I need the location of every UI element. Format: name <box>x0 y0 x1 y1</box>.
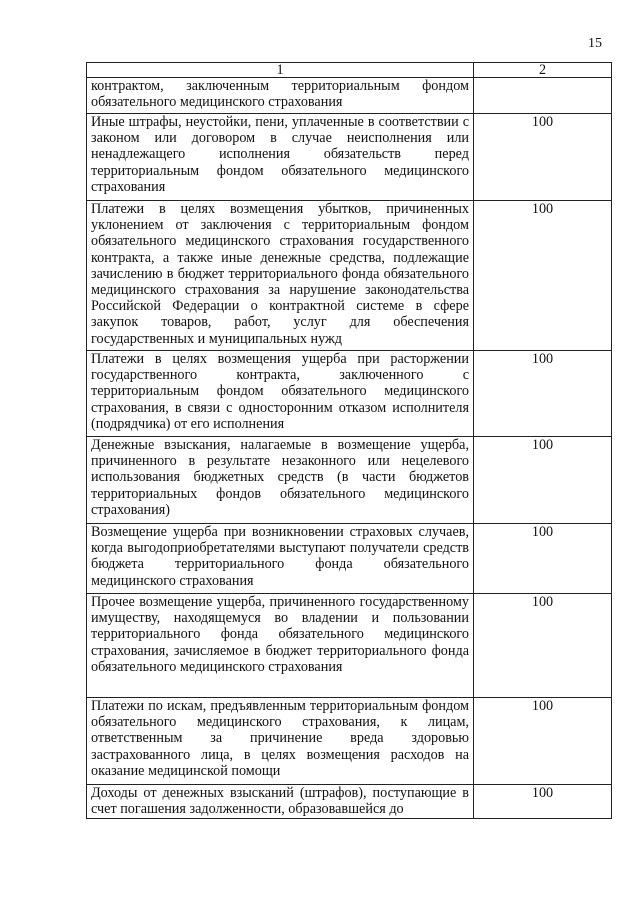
row-description: Платежи в целях возмещения ущерба при расторжении государственного контракта, заключенного с территориальным фондом обязательного медицинского страхования, в связи с односторонним отказом исполнителя (подрядчика) от его исполнения <box>87 351 474 437</box>
row-description: Денежные взыскания, налагаемые в возмещение ущерба, причиненного в результате незаконного или нецелевого использования бюджетных средств (в части бюджетов территориальных фондов обязательного медицинского страхования) <box>87 437 474 524</box>
table-row <box>87 201 612 351</box>
row-description: Платежи по искам, предъявленным территориальным фондом обязательного медицинского страхования, к лицам, ответственным за причинение вреда здоровью застрахованного лица, в целях возмещения расходов на оказание медицинской помощи <box>87 698 474 785</box>
row-percent: 100 <box>474 698 612 785</box>
row-percent: 100 <box>474 201 612 351</box>
row-description: Возмещение ущерба при возникновении страховых случаев, когда выгодоприобретателями выступают получатели средств бюджета территориального фонда обязательного медицинского страхования <box>87 524 474 594</box>
row-description: контрактом, заключенным территориальным фондом обязательного медицинского страхования <box>87 78 474 114</box>
revenue-table <box>86 62 612 819</box>
table-row <box>87 78 612 114</box>
column-header-1: 1 <box>87 63 474 78</box>
page-number: 15 <box>588 36 602 51</box>
table-row <box>87 437 612 524</box>
row-percent: 100 <box>474 114 612 201</box>
row-percent: 100 <box>474 437 612 524</box>
column-header-2: 2 <box>474 63 612 78</box>
row-description: Доходы от денежных взысканий (штрафов), поступающие в счет погашения задолженности, образовавшейся до <box>87 785 474 819</box>
row-description: Платежи в целях возмещения убытков, причиненных уклонением от заключения с территориальным фондом обязательного медицинского страхования государственного контракта, а также иные денежные средства, подлежащие зачислению в бюджет территориального фонда обязательного медицинского страхования за нарушение законодательства Российской Федерации о контрактной системе в сфере закупок товаров, работ, услуг для обеспечения государственных и муниципальных нужд <box>87 201 474 351</box>
row-percent: 100 <box>474 594 612 698</box>
row-description: Прочее возмещение ущерба, причиненного государственному имуществу, находящемуся во владении и пользовании территориального фонда обязательного медицинского страхования, зачисляемое в бюджет территориального фонда обязательного медицинского страхования <box>87 594 474 698</box>
row-percent <box>474 78 612 114</box>
table-row <box>87 698 612 785</box>
row-percent: 100 <box>474 785 612 819</box>
table-row <box>87 785 612 819</box>
row-percent: 100 <box>474 351 612 437</box>
row-percent: 100 <box>474 524 612 594</box>
table-row <box>87 594 612 698</box>
table-row <box>87 114 612 201</box>
table-row <box>87 351 612 437</box>
table-header-row <box>87 63 612 78</box>
row-description: Иные штрафы, неустойки, пени, уплаченные в соответствии с законом или договором в случае неисполнения или ненадлежащего исполнения обязательств перед территориальным фондом обязательного медицинского страхования <box>87 114 474 201</box>
table-row <box>87 524 612 594</box>
